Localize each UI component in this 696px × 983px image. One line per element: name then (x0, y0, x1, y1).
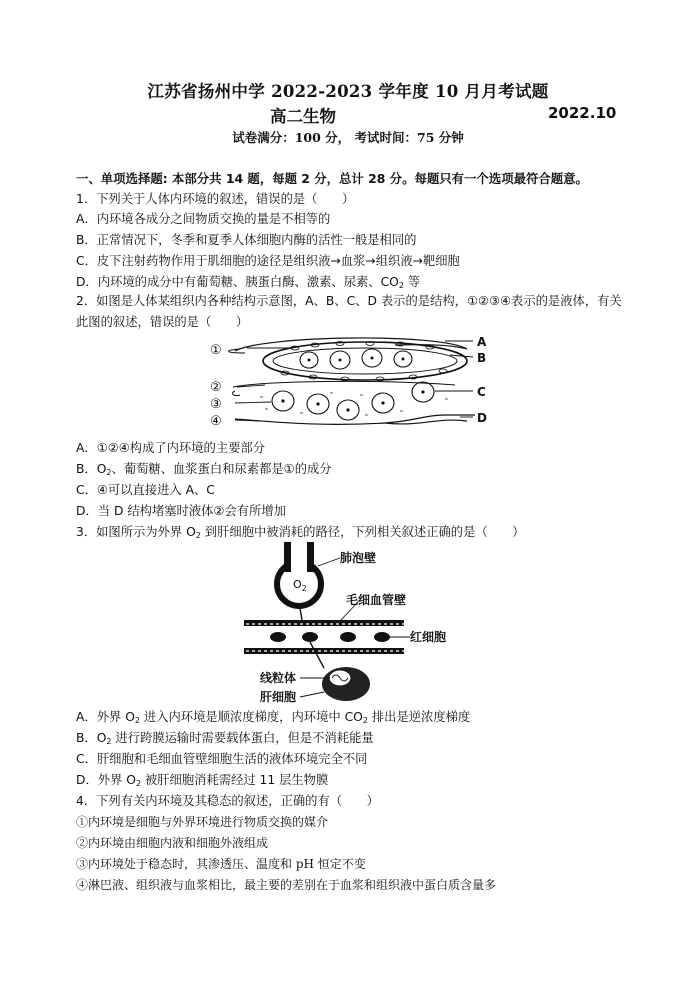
fig2-label-d: D (477, 411, 487, 425)
score-time-info: 试卷满分：100 分， 考试时间：75 分钟 (232, 130, 464, 145)
q3-option-c: C．肝细胞和毛细血管壁细胞生活的液体环境完全不同 (76, 752, 368, 766)
fig3-red-cell-label: 红细胞 (410, 630, 447, 644)
section-heading: 一、单项选择题: 本部分共 14 题，每题 2 分，总计 28 分。每题只有一个选项最符合题意。 (76, 171, 588, 186)
q4-statement-3: ③内环境处于稳态时，其渗透压、温度和 pH 恒定不变 (76, 857, 366, 871)
fig2-label-2: ② (210, 380, 222, 395)
subject-title: 高二生物 (270, 107, 336, 126)
q1-option-b: B．正常情况下，冬季和夏季人体细胞内酶的活性一般是相同的 (76, 233, 417, 247)
q3-option-b: B．$O_2$ 进行跨膜运输时需要载体蛋白，但是不消耗能量 (76, 731, 374, 746)
q2-tissue-figure (205, 335, 500, 430)
q2-option-a: A．①②④构成了内环境的主要部分 (76, 441, 266, 455)
q3-option-a: A．外界 $O_2$ 进入内环境是顺浓度梯度，内环境中 $CO_2$ 排出是逆浓度梯度 (76, 710, 471, 725)
exam-title: 江苏省扬州中学 2022-2023 学年度 10 月月考试题 (147, 82, 549, 101)
q2-option-c: C．④可以直接进入 A、C (76, 483, 215, 497)
q3-stem: 3．如图所示为外界 $O_2$ 到肝细胞中被消耗的路径，下列相关叙述正确的是（ ） (76, 525, 525, 540)
q4-statement-2: ②内环境由细胞内液和细胞外液组成 (76, 836, 269, 850)
q4-statement-4: ④淋巴液、组织液与血浆相比，最主要的差别在于血浆和组织液中蛋白质含量多 (76, 878, 497, 892)
fig3-alveolus-wall-label: 肺泡壁 (340, 551, 377, 565)
fig2-label-b: B (477, 351, 487, 365)
q4-statement-1: ①内环境是细胞与外界环境进行物质交换的媒介 (76, 815, 329, 829)
exam-date: 2022.10 (548, 104, 617, 122)
capillary-wall-top (244, 620, 404, 626)
fig3-liver-cell-label: 肝细胞 (260, 690, 297, 704)
q3-pathway-figure (240, 542, 447, 704)
fig3-mitochondria-label: 线粒体 (260, 671, 297, 685)
fig3-capillary-wall-label: 毛细血管壁 (346, 593, 407, 607)
q4-stem: 4．下列有关内环境及其稳态的叙述，正确的有（ ） (76, 794, 379, 808)
q1-option-a: A．内环境各成分之间物质交换的量是不相等的 (76, 212, 331, 226)
q1-option-d: D．内环境的成分中有葡萄糖、胰蛋白酶、激素、尿素、$CO_2$ 等 (76, 275, 421, 290)
q2-option-d: D．当 D 结构堵塞时液体②会有所增加 (76, 504, 286, 518)
q2-stem: 2．如图是人体某组织内各种结构示意图，A、B、C、D 表示的是结构，①②③④表示的是液体，有关此图的叙述，错误的是（ ） (76, 294, 622, 329)
fig2-label-a: A (477, 335, 487, 349)
q2-option-b: B．$O_2$、葡萄糖、血浆蛋白和尿素都是①的成分 (76, 462, 332, 477)
q1-option-c: C．皮下注射药物作用于肌细胞的途径是组织液→血浆→组织液→靶细胞 (76, 254, 460, 268)
fig2-label-4: ④ (210, 414, 222, 429)
q3-option-d: D．外界 $O_2$ 被肝细胞消耗需经过 11 层生物膜 (76, 773, 329, 788)
fig2-label-3: ③ (210, 397, 222, 412)
q1-stem: 1．下列关于人体内环境的叙述，错误的是（ ） (76, 192, 355, 206)
fig2-label-c: C (477, 385, 486, 399)
fig3-o2-label: O (293, 578, 302, 591)
fig2-label-1: ① (210, 343, 222, 358)
svg-text:O2: $O_2$ (293, 578, 307, 593)
